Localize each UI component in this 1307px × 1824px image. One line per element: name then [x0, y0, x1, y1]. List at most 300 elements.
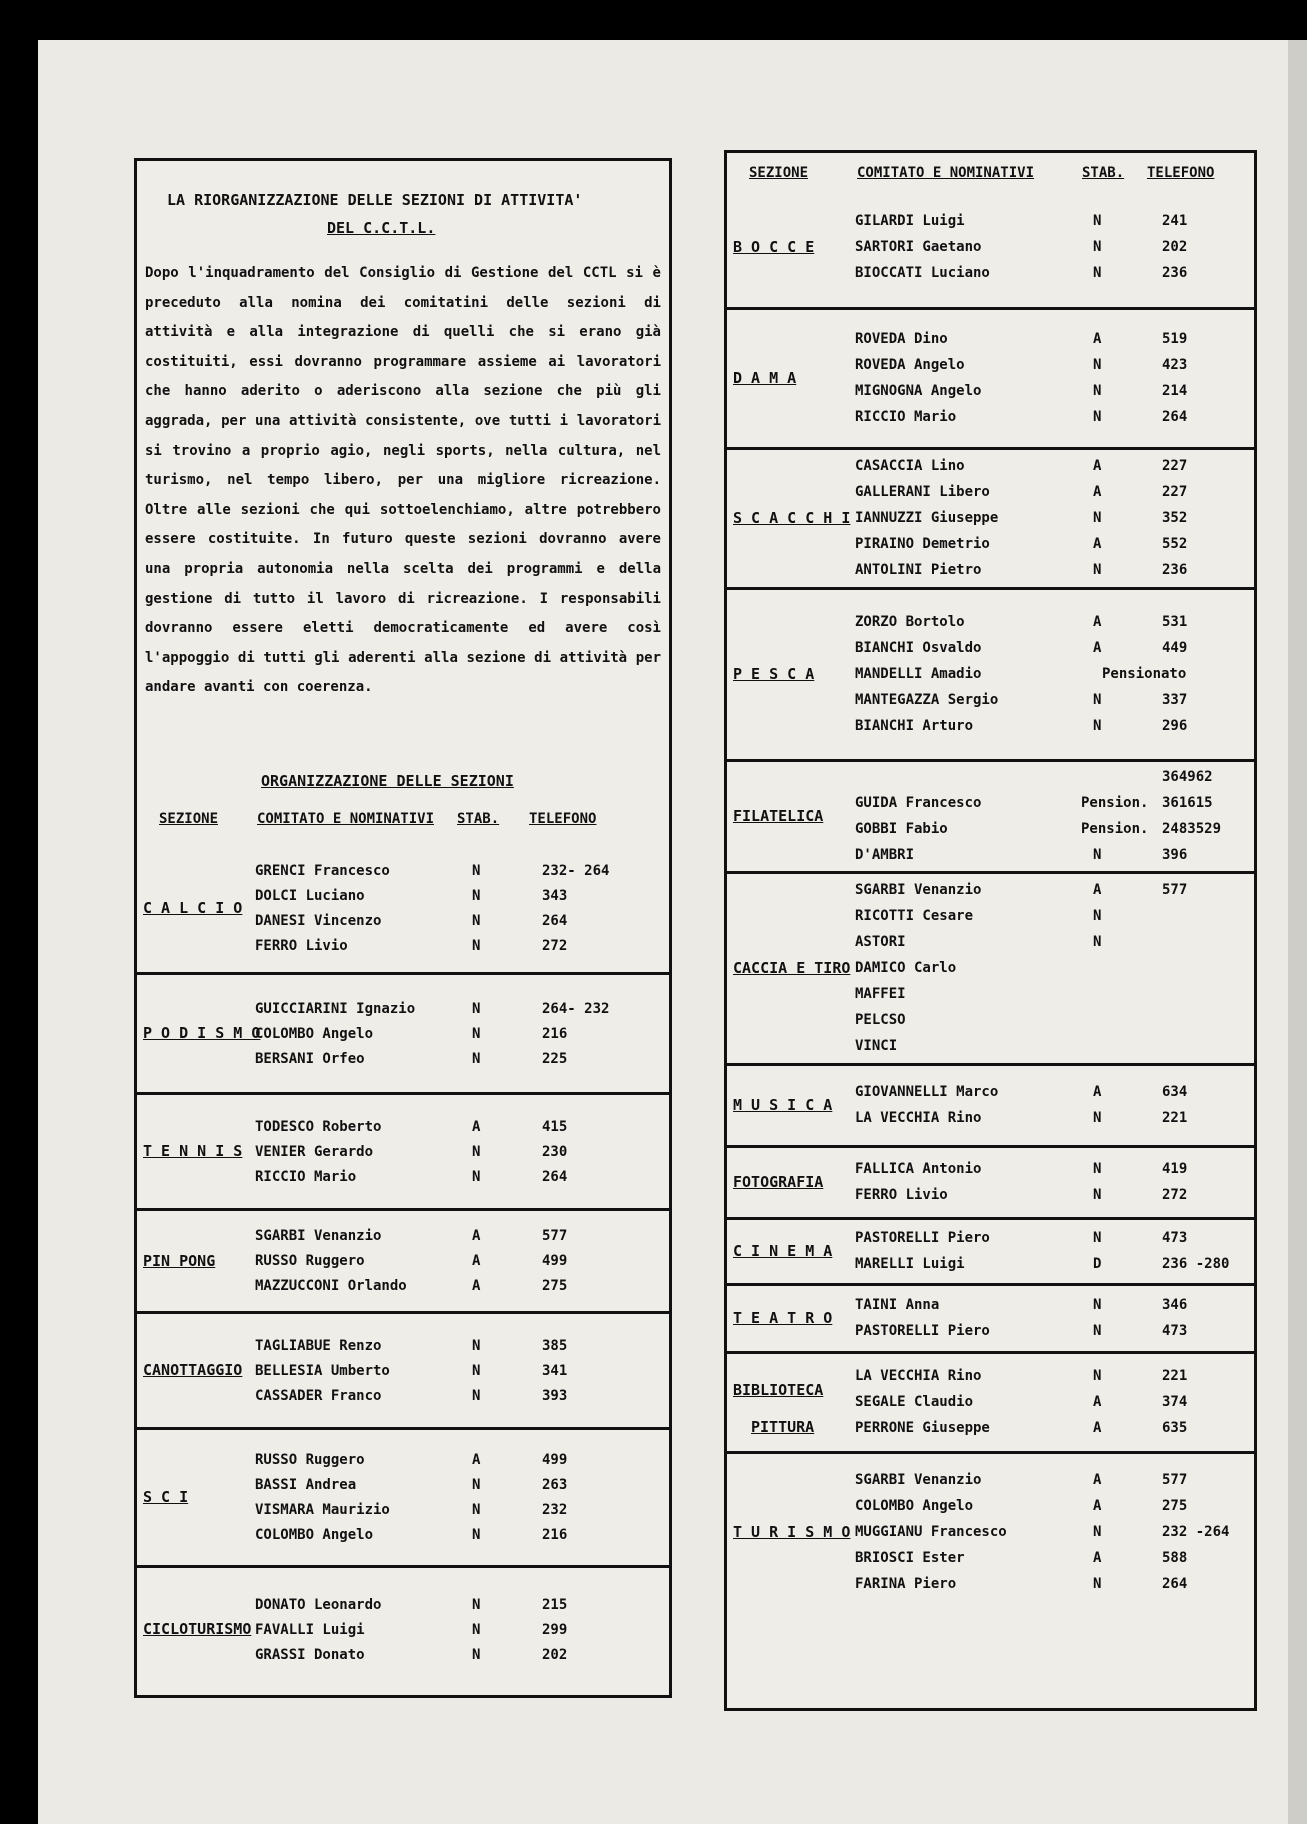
- member-name: FERRO Livio: [255, 937, 348, 954]
- member-telefono: 346: [1162, 1297, 1188, 1313]
- member-telefono: 272: [542, 937, 568, 954]
- member-telefono: 364962: [1162, 769, 1213, 785]
- member-row: [137, 1250, 669, 1272]
- member-name: PELCSO: [855, 1012, 906, 1028]
- member-telefono: 221: [1162, 1110, 1188, 1126]
- member-telefono: 264: [1162, 1576, 1188, 1592]
- section-name: PIN PONG: [143, 1251, 216, 1270]
- member-stab: N: [1093, 934, 1102, 950]
- member-name: TAGLIABUE Renzo: [255, 1337, 382, 1354]
- section-name: C I N E M A: [733, 1242, 833, 1260]
- section-block: [727, 1217, 1254, 1286]
- member-stab: N: [1093, 383, 1102, 399]
- member-row: [137, 1116, 669, 1138]
- member-row: [727, 905, 1254, 927]
- member-telefono: 232- 264: [542, 862, 610, 879]
- member-stab: N: [1093, 510, 1102, 526]
- section-block: [137, 1311, 669, 1430]
- member-stab: N: [472, 887, 481, 904]
- member-row: [727, 1009, 1254, 1031]
- section-block: [727, 1451, 1254, 1614]
- member-row: [137, 1385, 669, 1407]
- member-name: ZORZO Bortolo: [855, 614, 965, 630]
- member-telefono: 635: [1162, 1420, 1188, 1436]
- member-stab: A: [1093, 536, 1102, 552]
- member-name: PERRONE Giuseppe: [855, 1420, 990, 1436]
- right-table: [727, 191, 1254, 1708]
- member-row: [137, 1449, 669, 1471]
- member-stab: N: [472, 1337, 481, 1354]
- member-name: ANTOLINI Pietro: [855, 562, 982, 578]
- member-name: VENIER Gerardo: [255, 1143, 374, 1160]
- member-stab: N: [1093, 1297, 1102, 1313]
- member-row: [727, 406, 1254, 428]
- member-name: GOBBI Fabio: [855, 821, 948, 837]
- member-telefono: 264: [542, 912, 568, 929]
- member-name: TAINI Anna: [855, 1297, 940, 1313]
- member-telefono: 449: [1162, 640, 1188, 656]
- member-row: [137, 998, 669, 1020]
- member-stab: N: [1093, 1524, 1102, 1540]
- member-stab: N: [1093, 1323, 1102, 1339]
- member-telefono: 499: [542, 1452, 568, 1468]
- member-row: [727, 715, 1254, 737]
- member-name: SEGALE Claudio: [855, 1394, 974, 1410]
- member-row: [727, 663, 1254, 685]
- member-name: FARINA Piero: [855, 1576, 957, 1592]
- section-name: T U R I S M O: [733, 1523, 851, 1541]
- member-name: COLOMBO Angelo: [855, 1498, 974, 1514]
- member-name: BERSANI Orfeo: [255, 1050, 365, 1067]
- header-comitato: COMITATO E NOMINATIVI: [257, 811, 435, 827]
- member-row: [727, 637, 1254, 659]
- member-row: [727, 1573, 1254, 1595]
- member-name: CASSADER Franco: [255, 1387, 382, 1404]
- section-name: T E A T R O: [733, 1309, 833, 1327]
- member-telefono: 337: [1162, 692, 1188, 708]
- member-row: [137, 1023, 669, 1045]
- member-stab: A: [1093, 614, 1102, 630]
- member-stab: A: [472, 1253, 481, 1269]
- member-row: [137, 860, 669, 882]
- member-name: BASSI Andrea: [255, 1477, 357, 1493]
- member-telefono: 275: [542, 1278, 568, 1294]
- member-telefono: 552: [1162, 536, 1188, 552]
- member-name: GUICCIARINI Ignazio: [255, 1000, 416, 1017]
- member-stab: A: [1093, 1420, 1102, 1436]
- member-name: DONATO Leonardo: [255, 1596, 382, 1613]
- member-row: [727, 1184, 1254, 1206]
- member-row: [137, 1141, 669, 1163]
- member-stab: N: [472, 1168, 481, 1185]
- member-telefono: Pensionato: [1102, 666, 1187, 682]
- member-name: RICCIO Mario: [855, 409, 957, 425]
- member-stab: N: [472, 1050, 481, 1067]
- member-row: [727, 611, 1254, 633]
- member-stab: A: [1093, 1472, 1102, 1488]
- member-name: BELLESIA Umberto: [255, 1362, 390, 1379]
- member-stab: N: [472, 1025, 481, 1042]
- member-stab: N: [1093, 357, 1102, 373]
- section-name: C A L C I O: [143, 898, 243, 917]
- section-name: M U S I C A: [733, 1096, 833, 1114]
- member-stab: N: [472, 862, 481, 879]
- member-row: [727, 455, 1254, 477]
- member-telefono: 499: [542, 1253, 568, 1269]
- member-name: IANNUZZI Giuseppe: [855, 510, 999, 526]
- member-row: [137, 1225, 669, 1247]
- member-telefono: 473: [1162, 1323, 1188, 1339]
- member-row: [727, 931, 1254, 953]
- member-telefono: 236: [1162, 265, 1188, 281]
- member-telefono: 419: [1162, 1161, 1188, 1177]
- member-stab: A: [472, 1278, 481, 1294]
- member-name: GUIDA Francesco: [855, 795, 982, 811]
- member-row: [137, 910, 669, 932]
- section-block: [727, 587, 1254, 762]
- member-row: [727, 792, 1254, 814]
- member-telefono: 396: [1162, 847, 1188, 863]
- member-row: [727, 1227, 1254, 1249]
- member-row: [137, 1619, 669, 1641]
- section-block: [137, 1427, 669, 1568]
- member-row: [137, 885, 669, 907]
- header-sezione: SEZIONE: [749, 165, 809, 181]
- member-name: VINCI: [855, 1038, 898, 1054]
- section-name: BIBLIOTECA: [733, 1381, 824, 1399]
- member-stab: N: [1093, 908, 1102, 924]
- member-telefono: 232: [542, 1502, 568, 1518]
- section-block: [727, 1063, 1254, 1148]
- member-row: [727, 689, 1254, 711]
- member-telefono: 241: [1162, 213, 1188, 229]
- member-name: MAZZUCCONI Orlando: [255, 1278, 407, 1294]
- member-stab: A: [1093, 1394, 1102, 1410]
- section-name: P E S C A: [733, 665, 815, 683]
- member-stab: N: [472, 1596, 481, 1613]
- member-stab: A: [1093, 331, 1102, 347]
- member-stab: N: [472, 1143, 481, 1160]
- member-stab: N: [1093, 213, 1102, 229]
- section-block: [137, 1565, 669, 1694]
- member-name: RUSSO Ruggero: [255, 1253, 365, 1269]
- section-block: [137, 1208, 669, 1314]
- header-comitato: COMITATO E NOMINATIVI: [857, 165, 1035, 181]
- member-stab: N: [1093, 1576, 1102, 1592]
- member-row: [727, 844, 1254, 866]
- member-telefono: 299: [542, 1621, 568, 1638]
- member-stab: A: [1093, 1084, 1102, 1100]
- member-row: [727, 1294, 1254, 1316]
- member-stab: N: [472, 1387, 481, 1404]
- member-row: [137, 1524, 669, 1546]
- article-title: LA RIORGANIZZAZIONE DELLE SEZIONI DI ATTIVITA': [167, 191, 583, 209]
- member-row: [137, 1644, 669, 1666]
- member-telefono: 374: [1162, 1394, 1188, 1410]
- member-stab: N: [1093, 562, 1102, 578]
- member-name: MANTEGAZZA Sergio: [855, 692, 999, 708]
- member-stab: N: [472, 1362, 481, 1379]
- member-row: [727, 1417, 1254, 1439]
- section-block: [727, 1283, 1254, 1354]
- member-name: PASTORELLI Piero: [855, 1230, 990, 1246]
- member-stab: N: [472, 1527, 481, 1543]
- member-telefono: 275: [1162, 1498, 1188, 1514]
- member-telefono: 227: [1162, 484, 1188, 500]
- member-name: PASTORELLI Piero: [855, 1323, 990, 1339]
- member-row: [137, 1166, 669, 1188]
- member-telefono: 577: [1162, 882, 1188, 898]
- member-stab: A: [1093, 1498, 1102, 1514]
- member-name: BIANCHI Osvaldo: [855, 640, 982, 656]
- member-name: SGARBI Venanzio: [855, 882, 982, 898]
- member-row: [727, 533, 1254, 555]
- member-name: GIOVANNELLI Marco: [855, 1084, 999, 1100]
- member-row: [727, 1158, 1254, 1180]
- member-row: [727, 766, 1254, 788]
- member-name: GRASSI Donato: [255, 1646, 365, 1663]
- member-name: SGARBI Venanzio: [855, 1472, 982, 1488]
- section-name: P O D I S M O: [143, 1024, 261, 1042]
- member-stab: N: [1093, 847, 1102, 863]
- member-name: BIANCHI Arturo: [855, 718, 974, 734]
- member-stab: N: [1093, 265, 1102, 281]
- right-table-header: [727, 165, 1254, 189]
- member-stab: D: [1093, 1256, 1102, 1272]
- section-name: S C A C C H I: [733, 509, 851, 527]
- section-name: FILATELICA: [733, 807, 824, 825]
- member-telefono: 227: [1162, 458, 1188, 474]
- member-telefono: 361615: [1162, 795, 1213, 811]
- left-table-header: [137, 811, 669, 835]
- member-row: [727, 1320, 1254, 1342]
- member-row: [727, 481, 1254, 503]
- member-stab: A: [472, 1118, 481, 1135]
- member-name: DOLCI Luciano: [255, 887, 365, 904]
- header-stab: STAB.: [457, 811, 500, 827]
- member-row: [727, 1107, 1254, 1129]
- member-name: TODESCO Roberto: [255, 1118, 382, 1135]
- member-telefono: 230: [542, 1143, 568, 1160]
- member-row: [727, 1469, 1254, 1491]
- member-telefono: 264: [1162, 409, 1188, 425]
- member-telefono: 519: [1162, 331, 1188, 347]
- member-telefono: 423: [1162, 357, 1188, 373]
- member-stab: N: [1093, 1110, 1102, 1126]
- member-telefono: 634: [1162, 1084, 1188, 1100]
- member-row: [727, 210, 1254, 232]
- member-telefono: 393: [542, 1387, 568, 1404]
- member-name: GRENCI Francesco: [255, 862, 390, 879]
- section-name: CACCIA E TIRO: [733, 959, 851, 977]
- section-name: FOTOGRAFIA: [733, 1173, 824, 1191]
- member-stab: N: [472, 1000, 481, 1017]
- member-telefono: 221: [1162, 1368, 1188, 1384]
- member-stab: A: [472, 1452, 481, 1468]
- member-name: ASTORI: [855, 934, 906, 950]
- header-telefono: TELEFONO: [1147, 165, 1215, 181]
- member-name: D'AMBRI: [855, 847, 915, 863]
- member-name: RICOTTI Cesare: [855, 908, 974, 924]
- member-stab: N: [1093, 692, 1102, 708]
- member-row: [727, 354, 1254, 376]
- member-row: [727, 236, 1254, 258]
- member-stab: A: [472, 1228, 481, 1244]
- member-stab: A: [1093, 640, 1102, 656]
- member-row: [137, 1474, 669, 1496]
- member-row: [727, 1495, 1254, 1517]
- section-name: B O C C E: [733, 238, 815, 256]
- member-row: [727, 1253, 1254, 1275]
- member-telefono: 215: [542, 1596, 568, 1613]
- member-telefono: 415: [542, 1118, 568, 1135]
- header-telefono: TELEFONO: [529, 811, 597, 827]
- member-row: [727, 983, 1254, 1005]
- member-stab: N: [472, 912, 481, 929]
- section-block: [727, 871, 1254, 1066]
- member-stab: N: [1093, 1161, 1102, 1177]
- member-telefono: 264: [542, 1168, 568, 1185]
- member-stab: N: [1093, 1368, 1102, 1384]
- member-row: [137, 1335, 669, 1357]
- header-stab: STAB.: [1082, 165, 1125, 181]
- member-telefono: 236 -280: [1162, 1256, 1230, 1272]
- section-block: [137, 1092, 669, 1211]
- section-block: [137, 972, 669, 1095]
- member-row: [137, 1275, 669, 1297]
- member-row: [727, 1081, 1254, 1103]
- member-row: [727, 1391, 1254, 1413]
- member-name: FERRO Livio: [855, 1187, 948, 1203]
- left-panel: [134, 158, 672, 1698]
- member-telefono: 232 -264: [1162, 1524, 1230, 1540]
- list-title: ORGANIZZAZIONE DELLE SEZIONI: [261, 772, 514, 790]
- member-row: [727, 1547, 1254, 1569]
- page-fold: [1288, 40, 1307, 1824]
- section-block: [727, 759, 1254, 874]
- member-name: PIRAINO Demetrio: [855, 536, 990, 552]
- member-name: VISMARA Maurizio: [255, 1502, 390, 1518]
- member-row: [727, 1365, 1254, 1387]
- member-row: [727, 1521, 1254, 1543]
- member-stab: N: [472, 1502, 481, 1518]
- member-row: [137, 935, 669, 957]
- member-telefono: 216: [542, 1527, 568, 1543]
- section-block: [727, 307, 1254, 450]
- member-telefono: 272: [1162, 1187, 1188, 1203]
- member-stab: Pension.: [1081, 821, 1149, 837]
- member-row: [727, 1035, 1254, 1057]
- member-telefono: 264- 232: [542, 1000, 610, 1017]
- member-telefono: 385: [542, 1337, 568, 1354]
- member-name: MANDELLI Amadio: [855, 666, 982, 682]
- member-name: COLOMBO Angelo: [255, 1527, 374, 1543]
- member-telefono: 296: [1162, 718, 1188, 734]
- member-telefono: 588: [1162, 1550, 1188, 1566]
- member-stab: N: [1093, 1187, 1102, 1203]
- member-stab: N: [1093, 409, 1102, 425]
- member-row: [727, 380, 1254, 402]
- member-name: MAFFEI: [855, 986, 906, 1002]
- section-name: CANOTTAGGIO: [143, 1361, 243, 1379]
- member-name: RUSSO Ruggero: [255, 1452, 365, 1468]
- member-stab: N: [1093, 239, 1102, 255]
- member-stab: N: [472, 1621, 481, 1638]
- member-stab: N: [472, 1477, 481, 1493]
- member-stab: N: [472, 1646, 481, 1663]
- member-name: MIGNOGNA Angelo: [855, 383, 982, 399]
- member-name: COLOMBO Angelo: [255, 1025, 374, 1042]
- member-row: [727, 818, 1254, 840]
- member-row: [727, 328, 1254, 350]
- section-block: [727, 1145, 1254, 1220]
- section-block: [727, 447, 1254, 590]
- member-telefono: 225: [542, 1050, 568, 1067]
- member-telefono: 236: [1162, 562, 1188, 578]
- member-stab: A: [1093, 882, 1102, 898]
- member-stab: N: [472, 937, 481, 954]
- member-telefono: 202: [542, 1646, 568, 1663]
- member-telefono: 214: [1162, 383, 1188, 399]
- member-name: LA VECCHIA Rino: [855, 1110, 982, 1126]
- member-name: MARELLI Luigi: [855, 1256, 965, 1272]
- section-block: [137, 847, 669, 972]
- member-telefono: 263: [542, 1477, 568, 1493]
- member-name: GILARDI Luigi: [855, 213, 965, 229]
- member-telefono: 216: [542, 1025, 568, 1042]
- section-name: S C I: [143, 1488, 189, 1506]
- member-name: MUGGIANU Francesco: [855, 1524, 1007, 1540]
- member-stab: Pension.: [1081, 795, 1149, 811]
- member-telefono: 577: [542, 1228, 568, 1244]
- member-telefono: 2483529: [1162, 821, 1222, 837]
- member-name: FAVALLI Luigi: [255, 1621, 365, 1638]
- member-stab: N: [1093, 718, 1102, 734]
- member-name: ROVEDA Dino: [855, 331, 948, 347]
- right-panel: [724, 150, 1257, 1711]
- member-telefono: 352: [1162, 510, 1188, 526]
- member-row: [727, 879, 1254, 901]
- member-name: BIOCCATI Luciano: [855, 265, 990, 281]
- member-row: [137, 1594, 669, 1616]
- member-telefono: 577: [1162, 1472, 1188, 1488]
- left-table: [137, 847, 669, 1695]
- member-name: LA VECCHIA Rino: [855, 1368, 982, 1384]
- member-telefono: 531: [1162, 614, 1188, 630]
- member-name: SGARBI Venanzio: [255, 1228, 382, 1244]
- article-subtitle: DEL C.C.T.L.: [327, 219, 436, 237]
- member-name: SARTORI Gaetano: [855, 239, 982, 255]
- member-name: DANESI Vincenzo: [255, 912, 382, 929]
- member-name: GALLERANI Libero: [855, 484, 990, 500]
- section-name: T E N N I S: [143, 1142, 243, 1160]
- member-row: [137, 1048, 669, 1070]
- member-name: DAMICO Carlo: [855, 960, 957, 976]
- member-telefono: 202: [1162, 239, 1188, 255]
- header-sezione: SEZIONE: [159, 811, 219, 827]
- member-row: [137, 1360, 669, 1382]
- member-row: [727, 957, 1254, 979]
- member-telefono: 343: [542, 887, 568, 904]
- member-name: ROVEDA Angelo: [855, 357, 965, 373]
- member-name: FALLICA Antonio: [855, 1161, 982, 1177]
- member-telefono: 473: [1162, 1230, 1188, 1246]
- member-row: [137, 1499, 669, 1521]
- section-name: CICLOTURISMO: [143, 1620, 252, 1638]
- section-name-secondary: PITTURA: [751, 1418, 815, 1436]
- member-telefono: 341: [542, 1362, 568, 1379]
- member-name: RICCIO Mario: [255, 1168, 357, 1185]
